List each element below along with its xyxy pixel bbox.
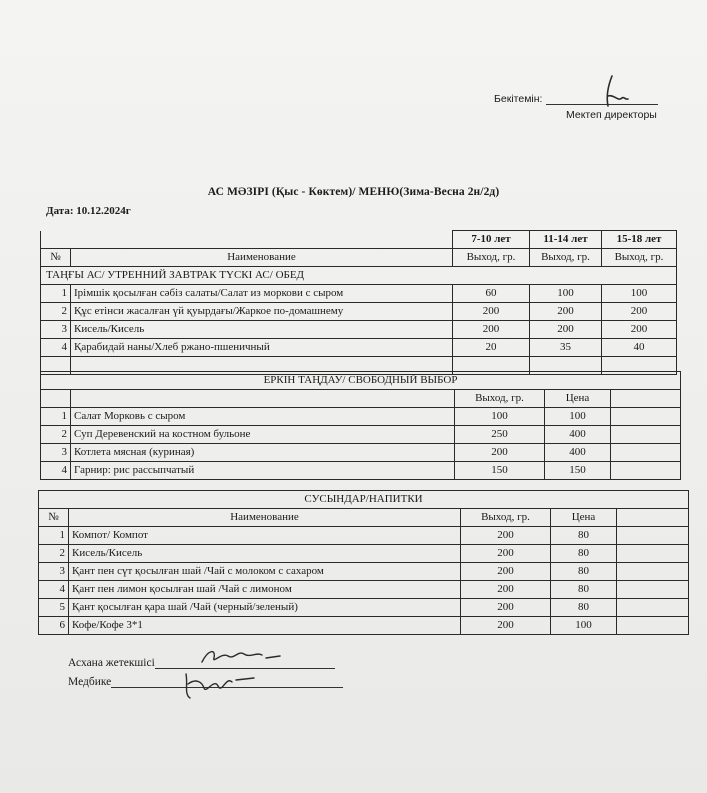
table-row [39, 563, 689, 581]
output-15-18: 200 [602, 303, 677, 321]
price-value: 100 [551, 617, 617, 635]
section-row [41, 372, 681, 390]
menu-date: Дата: 10.12.2024г [46, 205, 131, 217]
age-header-row [41, 231, 677, 249]
output-value: 200 [461, 599, 551, 617]
drink-name: Қант пен лимон қосылған шай /Чай с лимоном [69, 581, 461, 599]
table-row [41, 444, 681, 462]
dish-name: Суп Деревенский на костном бульоне [71, 426, 455, 444]
dish-name: Қарабидай наны/Хлеб ржано-пшеничный [71, 339, 453, 357]
table-row [39, 545, 689, 563]
row-number: 4 [41, 339, 71, 357]
col-price-header: Цена [551, 509, 617, 527]
output-7-10: 20 [453, 339, 530, 357]
col-output-header: Выход, гр. [453, 249, 530, 267]
table-row [41, 462, 681, 480]
col-output-header: Выход, гр. [461, 509, 551, 527]
output-value: 200 [461, 581, 551, 599]
director-signature-icon [598, 72, 638, 112]
row-number: 3 [41, 321, 71, 339]
section-row [41, 267, 677, 285]
row-number: 1 [41, 408, 71, 426]
col-name-header: Наименование [69, 509, 461, 527]
column-header-row [41, 390, 681, 408]
column-header-row [39, 509, 689, 527]
col-no-header: № [39, 509, 69, 527]
output-7-10: 60 [453, 285, 530, 303]
row-number: 1 [39, 527, 69, 545]
dish-name: Ірімшік қосылған сәбіз салаты/Салат из моркови с сыром [71, 285, 453, 303]
row-number: 6 [39, 617, 69, 635]
table-row [41, 339, 677, 357]
table-row [39, 617, 689, 635]
table-row [39, 599, 689, 617]
drink-name: Компот/ Компот [69, 527, 461, 545]
dish-name: Кисель/Кисель [71, 321, 453, 339]
table-row [39, 527, 689, 545]
nurse-label: Медбике [68, 676, 112, 688]
col-price-header: Цена [545, 390, 611, 408]
output-7-10: 200 [453, 321, 530, 339]
approval-role: Мектеп директоры [566, 109, 657, 121]
drinks-title: СУСЫНДАР/НАПИТКИ [39, 491, 689, 509]
col-name-header: Наименование [71, 249, 453, 267]
dish-name: Котлета мясная (куриная) [71, 444, 455, 462]
output-15-18: 40 [602, 339, 677, 357]
output-value: 200 [461, 617, 551, 635]
row-number: 2 [41, 303, 71, 321]
drink-name: Кисель/Кисель [69, 545, 461, 563]
drink-name: Қант қосылған қара шай /Чай (черный/зеленый) [69, 599, 461, 617]
age-header-15-18: 15-18 лет [602, 231, 677, 249]
price-value: 150 [545, 462, 611, 480]
table-row [39, 581, 689, 599]
price-value: 400 [545, 444, 611, 462]
price-value: 80 [551, 563, 617, 581]
col-output-header: Выход, гр. [455, 390, 545, 408]
table-row [41, 303, 677, 321]
output-value: 200 [455, 444, 545, 462]
main-menu-table [40, 230, 677, 375]
age-header-7-10: 7-10 лет [453, 231, 530, 249]
output-15-18: 200 [602, 321, 677, 339]
row-number: 1 [41, 285, 71, 303]
output-11-14: 200 [530, 321, 602, 339]
price-value: 400 [545, 426, 611, 444]
price-value: 100 [545, 408, 611, 426]
output-11-14: 100 [530, 285, 602, 303]
row-number: 4 [39, 581, 69, 599]
output-value: 250 [455, 426, 545, 444]
free-choice-title: ЕРКІН ТАҢДАУ/ СВОБОДНЫЙ ВЫБОР [41, 372, 681, 390]
price-value: 80 [551, 581, 617, 599]
column-header-row [41, 249, 677, 267]
output-value: 200 [461, 563, 551, 581]
drink-name: Кофе/Кофе 3*1 [69, 617, 461, 635]
dish-name: Құс етінси жасалған үй қуырдағы/Жаркое по-домашнему [71, 303, 453, 321]
meal-section-title: ТАҢҒЫ АС/ УТРЕННИЙ ЗАВТРАК ТҮСКІ АС/ ОБЕД [41, 267, 677, 285]
table-row [41, 321, 677, 339]
price-value: 80 [551, 599, 617, 617]
col-output-header: Выход, гр. [602, 249, 677, 267]
age-header-11-14: 11-14 лет [530, 231, 602, 249]
row-number: 3 [39, 563, 69, 581]
output-value: 200 [461, 527, 551, 545]
row-number: 5 [39, 599, 69, 617]
approval-label: Бекітемін: [494, 93, 543, 105]
free-choice-table [40, 371, 681, 480]
drink-name: Қант пен сүт қосылған шай /Чай с молоком с сахаром [69, 563, 461, 581]
dish-name: Салат Морковь с сыром [71, 408, 455, 426]
table-row [41, 426, 681, 444]
row-number: 3 [41, 444, 71, 462]
section-row [39, 491, 689, 509]
row-number: 2 [41, 426, 71, 444]
page-title: АС МӘЗІРІ (Қыс - Көктем)/ МЕНЮ(Зима-Весна 2н/2д) [207, 186, 500, 198]
dish-name: Гарнир: рис рассыпчатый [71, 462, 455, 480]
col-no-header: № [41, 249, 71, 267]
col-output-header: Выход, гр. [530, 249, 602, 267]
nurse-signature-icon [178, 664, 268, 704]
row-number: 4 [41, 462, 71, 480]
table-row [41, 285, 677, 303]
output-value: 200 [461, 545, 551, 563]
output-value: 100 [455, 408, 545, 426]
drinks-table [38, 490, 689, 635]
row-number: 2 [39, 545, 69, 563]
output-7-10: 200 [453, 303, 530, 321]
output-15-18: 100 [602, 285, 677, 303]
output-11-14: 35 [530, 339, 602, 357]
output-11-14: 200 [530, 303, 602, 321]
table-row [41, 408, 681, 426]
output-value: 150 [455, 462, 545, 480]
chef-label: Асхана жетекшісі [68, 657, 155, 669]
price-value: 80 [551, 545, 617, 563]
price-value: 80 [551, 527, 617, 545]
